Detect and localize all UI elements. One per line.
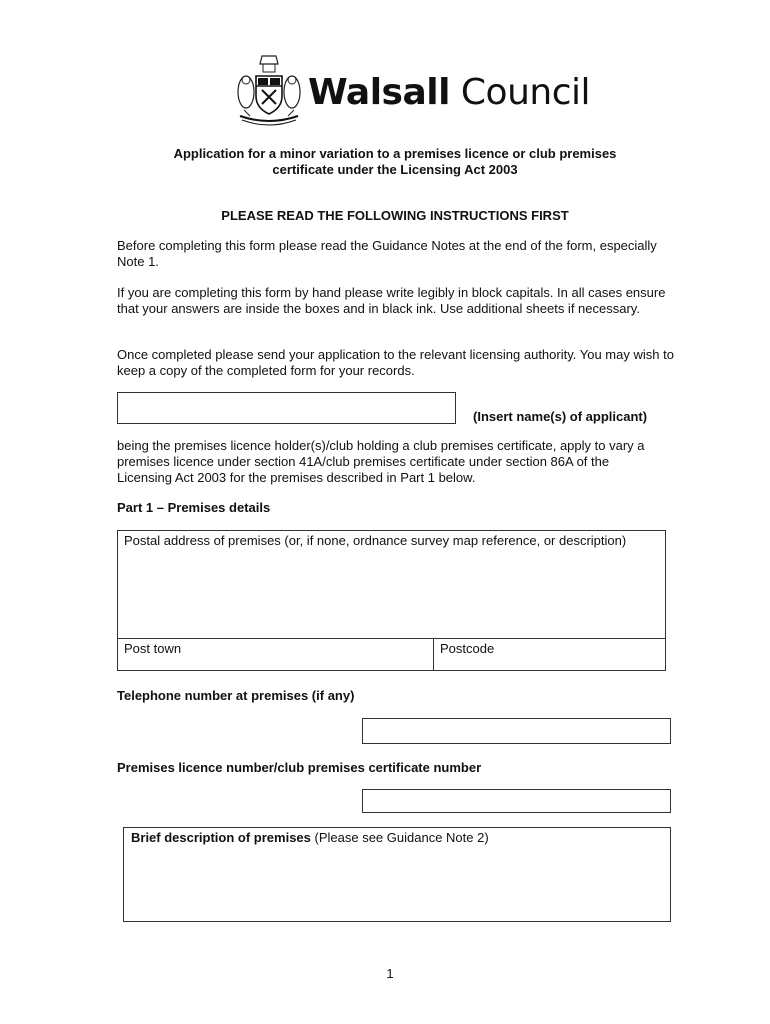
form-title	[100, 146, 690, 178]
instructions-heading: PLEASE READ THE FOLLOWING INSTRUCTIONS FIRST	[221, 208, 569, 223]
postcode-label: Postcode	[440, 641, 495, 656]
telephone-label: Telephone number at premises (if any)	[117, 688, 355, 703]
premises-description-label-note: (Please see Guidance Note 2)	[314, 830, 489, 845]
premises-address-table	[117, 530, 666, 671]
premises-description-label	[131, 830, 489, 846]
applicant-name-label: (Insert name(s) of applicant)	[473, 409, 648, 424]
premises-description-box[interactable]	[123, 827, 671, 922]
applicant-statement: being the premises licence holder(s)/club holding a club premises certificate, apply to vary a premises licence under section 41A/club premises certificate under section 86A of the Licensing Act 2003 for the premises described in Part 1 below.	[117, 438, 645, 485]
instructions-paragraph-1: Before completing this form please read the Guidance Notes at the end of the form, especially Note 1.	[117, 238, 657, 269]
page-number: 1	[386, 966, 394, 981]
form-title-line1: Application for a minor variation to a premises licence or club premises	[173, 146, 617, 161]
licence-number-label: Premises licence number/club premises certificate number	[117, 760, 482, 775]
instructions-paragraph-2: If you are completing this form by hand please write legibly in block capitals. In all cases ensure that your answers are inside the boxes and in black ink. Use additional sheets if necessary.	[117, 285, 666, 316]
post-town-label: Post town	[124, 641, 182, 656]
licence-number-field[interactable]	[362, 789, 671, 813]
premises-description-label-bold: Brief description of premises	[131, 830, 311, 845]
coat-of-arms-icon	[236, 54, 302, 130]
applicant-name-field[interactable]	[117, 392, 456, 424]
part1-heading: Part 1 – Premises details	[117, 500, 271, 515]
form-title-line2: certificate under the Licensing Act 2003	[272, 162, 518, 177]
post-town-field[interactable]	[118, 639, 433, 670]
instructions-paragraph-3: Once completed please send your application to the relevant licensing authority. You may wish to keep a copy of the completed form for your records.	[117, 347, 674, 378]
logo-wordmark	[308, 72, 590, 113]
walsall-council-logo	[236, 54, 591, 130]
telephone-field[interactable]	[362, 718, 671, 744]
logo-word-walsall: Walsall	[308, 72, 450, 113]
logo-word-council: Council	[460, 72, 591, 113]
premises-address-label: Postal address of premises (or, if none, ordnance survey map reference, or description)	[124, 533, 627, 548]
premises-address-field[interactable]	[122, 569, 662, 637]
postcode-field[interactable]	[434, 639, 665, 670]
